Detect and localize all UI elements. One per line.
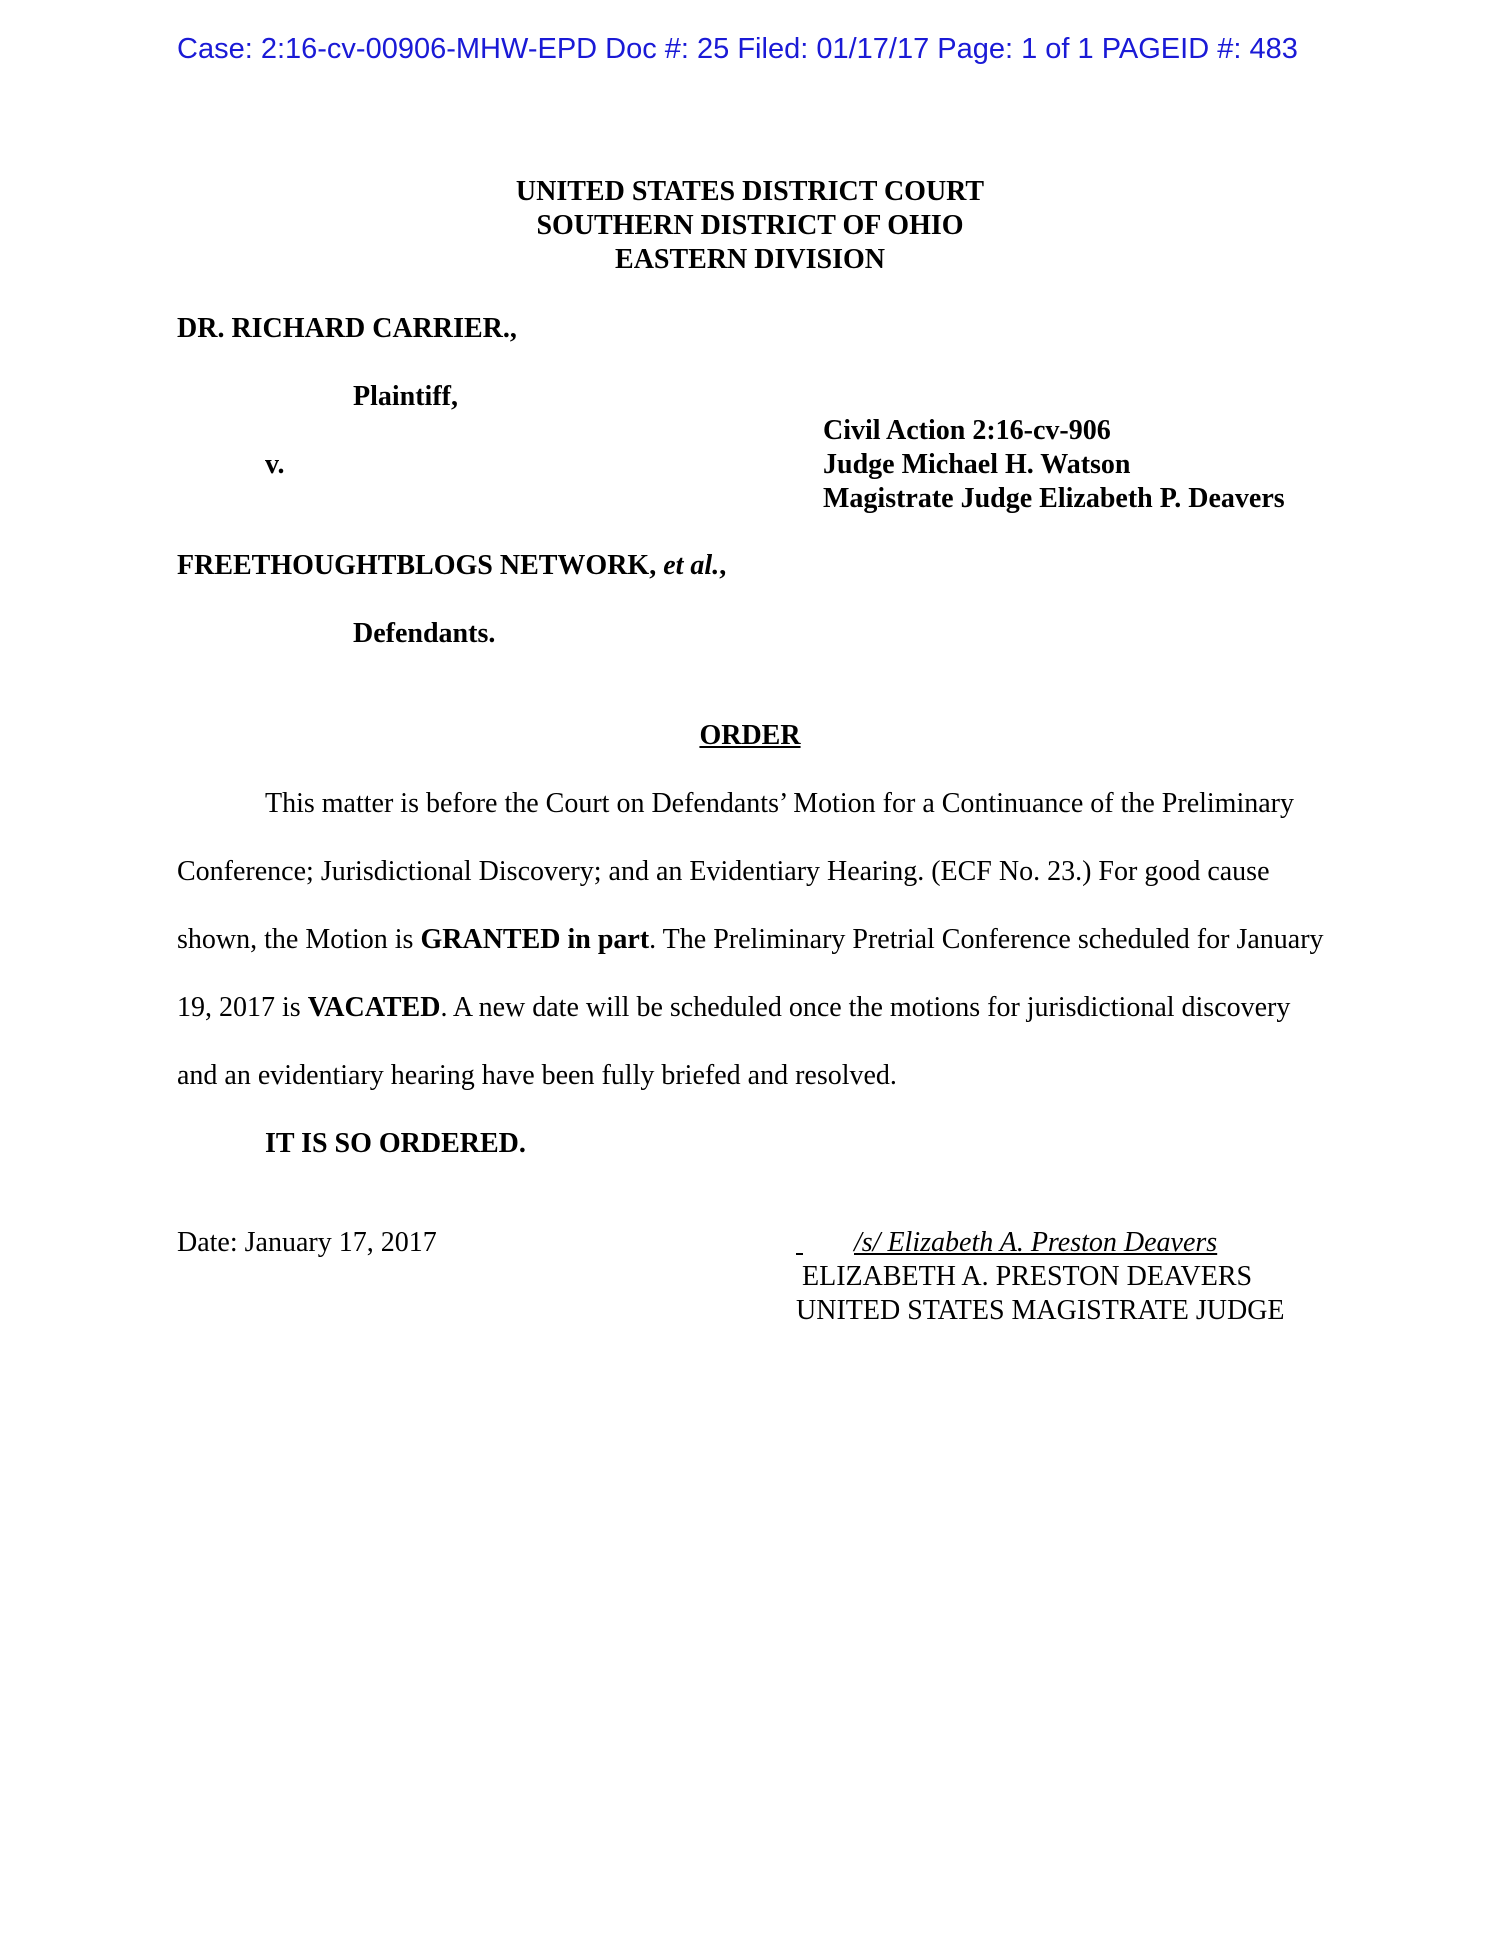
so-ordered: IT IS SO ORDERED. [265, 1128, 526, 1159]
order-body [177, 770, 1327, 1110]
court-district: SOUTHERN DISTRICT OF OHIO [536, 210, 964, 241]
order-date: Date: January 17, 2017 [177, 1227, 437, 1258]
order-title: ORDER [699, 720, 801, 751]
order-sentence-2-post: . The Preliminary Pretrial Conference scheduled for January 19, 2017 is [177, 924, 1324, 1023]
district-judge: Judge Michael H. Watson [823, 449, 1131, 480]
signature-line [796, 1227, 1217, 1259]
case-header-stamp: Case: 2:16-cv-00906-MHW-EPD Doc #: 25 Filed: 01/17/17 Page: 1 of 1 PAGEID #: 483 [177, 33, 1298, 65]
defendant-name-text: FREETHOUGHTBLOGS NETWORK, [177, 550, 657, 581]
defendant-role: Defendants. [353, 618, 496, 649]
magistrate-judge: Magistrate Judge Elizabeth P. Deavers [823, 483, 1285, 514]
order-sentence-2-pre: For good cause shown, the Motion is [177, 856, 1270, 955]
granted-text: GRANTED in part [420, 924, 650, 955]
vacated-text: VACATED [307, 992, 441, 1023]
order-paragraph [177, 770, 1327, 1110]
plaintiff-name: DR. RICHARD CARRIER., [177, 313, 517, 344]
defendant-comma: , [719, 550, 727, 581]
plaintiff-role: Plaintiff, [353, 381, 458, 412]
signature-underline-pad [796, 1227, 854, 1259]
signer-name: ELIZABETH A. PRESTON DEAVERS [802, 1261, 1253, 1292]
order-sentence-1: This matter is before the Court on Defendants’ Motion for a Continuance of the Preliminary Conference; Jurisdictional Discovery; and an Evidentiary Hearing. (ECF No. 23.) [177, 788, 1294, 887]
court-division: EASTERN DIVISION [615, 244, 885, 275]
versus: v. [265, 449, 285, 480]
civil-action-number: Civil Action 2:16-cv-906 [823, 415, 1111, 446]
order-sentence-3: . A new date will be scheduled once the motions for jurisdictional discovery and an evidentiary hearing have been fully briefed and resolved. [177, 992, 1291, 1091]
defendant-name [177, 550, 726, 582]
electronic-signature: /s/ Elizabeth A. Preston Deavers [854, 1227, 1218, 1258]
defendant-etal: et al. [663, 550, 720, 581]
signer-title: UNITED STATES MAGISTRATE JUDGE [796, 1295, 1285, 1326]
court-name: UNITED STATES DISTRICT COURT [515, 176, 985, 207]
